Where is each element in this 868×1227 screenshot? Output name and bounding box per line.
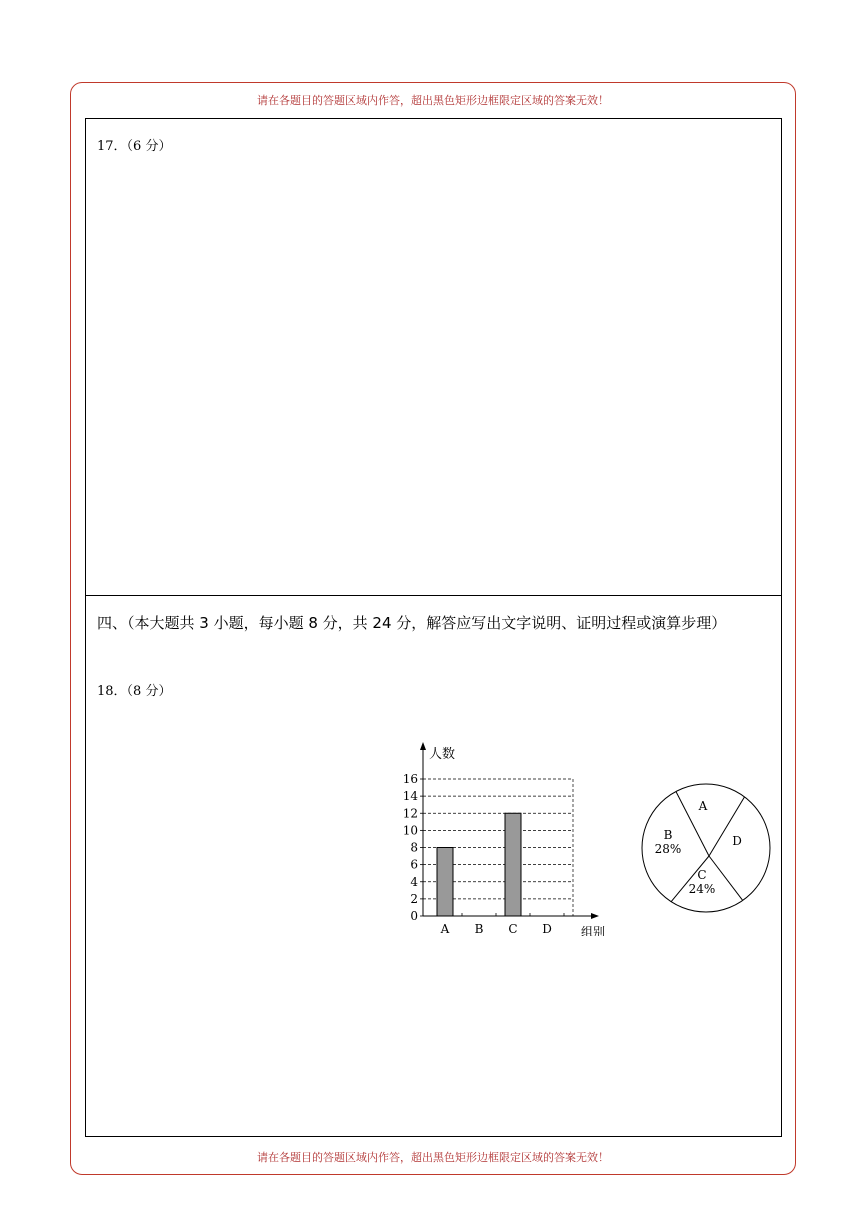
x-tick-label: D [542, 922, 552, 936]
pie-label-D: D [732, 834, 742, 848]
y-tick-label: 4 [410, 874, 418, 889]
question-17-label: 17．（6 分） [97, 139, 172, 154]
x-axis-label: 组别 [581, 925, 606, 936]
bar-A [437, 848, 453, 917]
answer-box-q17[interactable] [85, 118, 782, 596]
y-tick-label: 2 [410, 891, 418, 906]
y-axis-label: 人数 [429, 747, 456, 762]
x-tick-label: C [508, 922, 518, 936]
y-tick-label: 16 [402, 772, 418, 786]
pie-label-B: B [663, 828, 673, 842]
question-18-label: 18．（8 分） [97, 684, 172, 699]
bar-C [505, 813, 521, 916]
pie-percent-B: 28% [654, 842, 682, 856]
answer-box-section4[interactable] [85, 595, 782, 1137]
y-tick-label: 12 [402, 806, 418, 821]
y-tick-label: 0 [410, 909, 418, 923]
pie-label-A: A [698, 799, 708, 813]
x-tick-label: B [474, 922, 484, 936]
warning-top: 请在各题目的答题区域内作答，超出黑色矩形边框限定区域的答案无效！ [257, 94, 609, 107]
y-tick-label: 10 [402, 823, 418, 838]
x-tick-label: A [440, 922, 450, 936]
y-tick-label: 6 [410, 857, 418, 872]
section-4-heading: 四、（本大题共 3 小题，每小题 8 分，共 24 分，解答应写出文字说明、证明过程或演算步理） [97, 614, 727, 632]
pie-label-C: C [697, 868, 707, 882]
warning-bottom: 请在各题目的答题区域内作答，超出黑色矩形边框限定区域的答案无效！ [257, 1151, 609, 1164]
pie-percent-C: 24% [688, 882, 716, 896]
bar-chart [391, 736, 631, 936]
x-axis-arrow [591, 913, 599, 919]
pie-chart [636, 778, 776, 918]
y-tick-label: 8 [410, 840, 418, 855]
y-tick-label: 14 [402, 789, 418, 804]
y-axis-arrow [420, 742, 426, 750]
